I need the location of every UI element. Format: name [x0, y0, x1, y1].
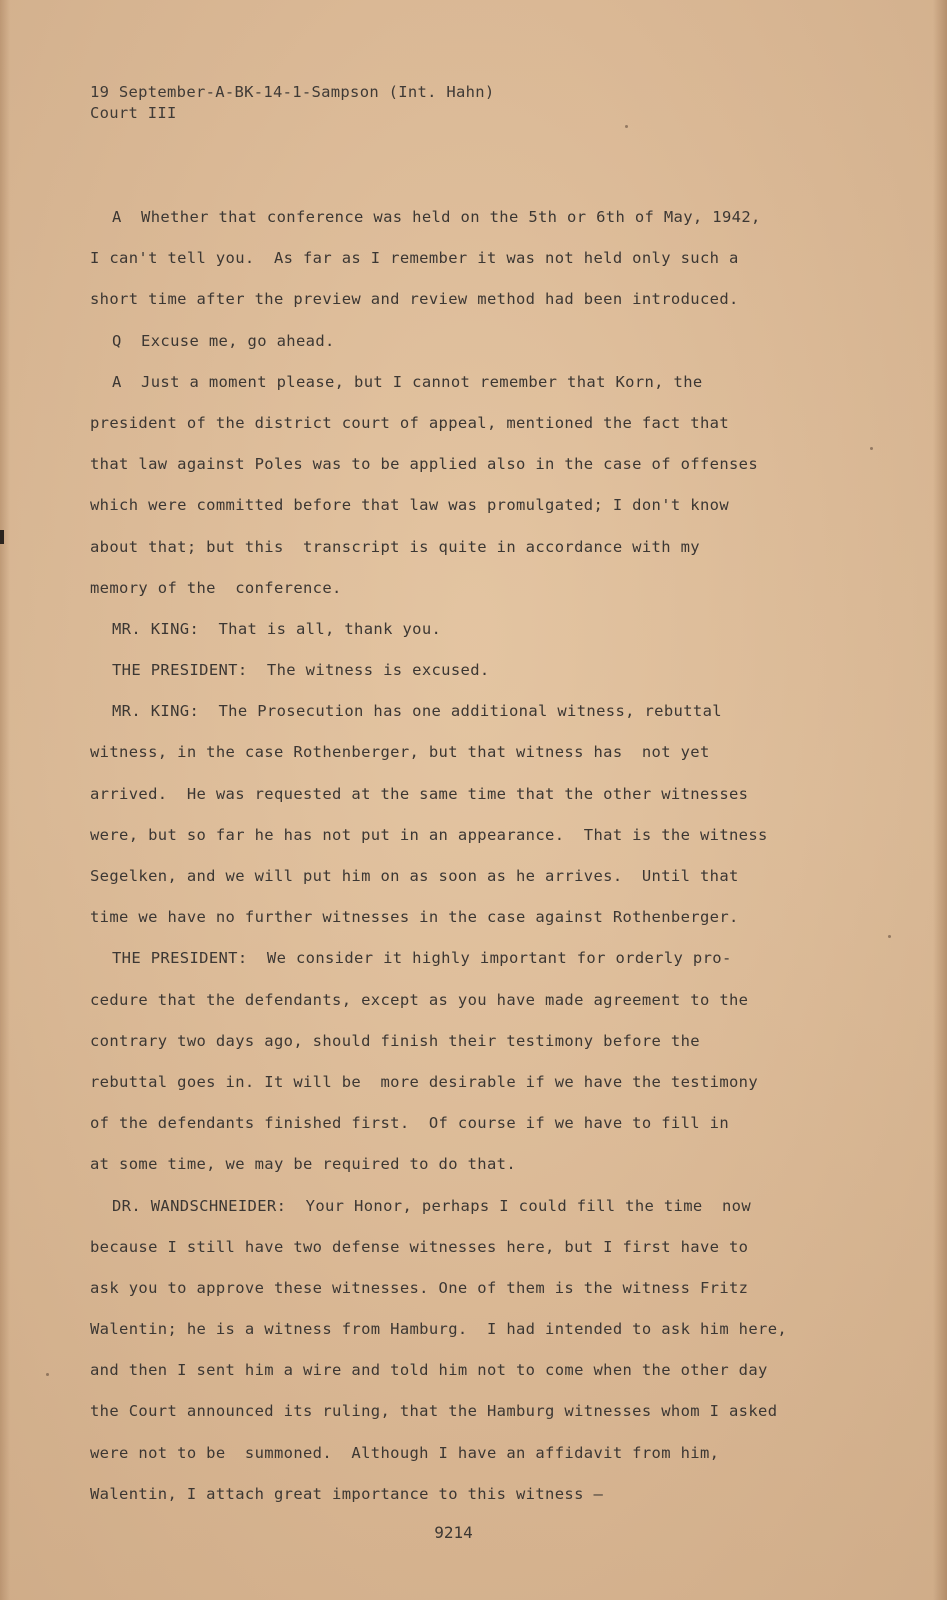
transcript-line: the Court announced its ruling, that the Hamburg witnesses whom I asked — [90, 1402, 778, 1421]
transcript-line: memory of the conference. — [90, 578, 342, 597]
header-court-line: Court III — [90, 104, 177, 122]
transcript-line: short time after the preview and review method had been introduced. — [90, 290, 739, 309]
transcript-line: ask you to approve these witnesses. One of them is the witness Fritz — [90, 1278, 749, 1297]
paper-speck — [870, 447, 873, 450]
transcript-line: Walentin, I attach great importance to this witness — — [90, 1484, 604, 1503]
paper-speck — [46, 1373, 49, 1376]
transcript-line: Segelken, and we will put him on as soon as he arrives. Until that — [90, 867, 739, 885]
paper-speck — [625, 125, 628, 128]
document-header — [90, 82, 495, 124]
transcript-line: and then I sent him a wire and told him not to come when the other day — [90, 1361, 768, 1380]
paper-edge-left — [0, 0, 10, 1600]
transcript-line: MR. KING: The Prosecution has one additional witness, rebuttal — [112, 702, 722, 721]
transcript-line: Walentin; he is a witness from Hamburg. I had intended to ask him here, — [90, 1320, 788, 1339]
transcript-line: THE PRESIDENT: The witness is excused. — [112, 661, 490, 680]
transcript-line: arrived. He was requested at the same time that the other witnesses — [90, 784, 749, 803]
page-number — [0, 1523, 947, 1542]
transcript-line: A Just a moment please, but I cannot remember that Korn, the — [112, 372, 703, 391]
transcript-line: THE PRESIDENT: We consider it highly important for orderly pro- — [112, 949, 732, 968]
transcript-line: MR. KING: That is all, thank you. — [112, 619, 442, 638]
transcript-line: which were committed before that law was promulgated; I don't know — [90, 496, 729, 515]
transcript-line: Q Excuse me, go ahead. — [112, 331, 335, 350]
transcript-line: at some time, we may be required to do that. — [90, 1155, 516, 1174]
transcript-line: I can't tell you. As far as I remember it was not held only such a — [90, 249, 739, 268]
transcript-line: rebuttal goes in. It will be more desirable if we have the testimony — [90, 1072, 759, 1091]
transcript-line: that law against Poles was to be applied also in the case of offenses — [90, 455, 759, 474]
transcript-line: president of the district court of appeal, mentioned the fact that — [90, 413, 729, 432]
transcript-line: cedure that the defendants, except as you have made agreement to the — [90, 990, 749, 1009]
binding-hole-mark — [0, 530, 4, 544]
transcript-line: were, but so far he has not put in an appearance. That is the witness — [90, 825, 768, 844]
transcript-line: because I still have two defense witnesses here, but I first have to — [90, 1237, 749, 1256]
transcript-line: of the defendants finished first. Of course if we have to fill in — [90, 1114, 729, 1133]
paper-edge-right — [933, 0, 947, 1600]
transcript-line: DR. WANDSCHNEIDER: Your Honor, perhaps I could fill the time now — [112, 1196, 751, 1215]
page-number-text: 9214 — [434, 1523, 473, 1542]
transcript-line: A Whether that conference was held on the 5th or 6th of May, 1942, — [112, 208, 761, 226]
transcript-body — [90, 205, 850, 1523]
transcript-line: contrary two days ago, should finish their testimony before the — [90, 1031, 700, 1050]
transcript-line: time we have no further witnesses in the case against Rothenberger. — [90, 908, 739, 927]
header-session-line: 19 September-A-BK-14-1-Sampson (Int. Hahn) — [90, 83, 495, 101]
paper-speck — [888, 935, 891, 938]
transcript-line: about that; but this transcript is quite in accordance with my — [90, 537, 700, 556]
transcript-line: witness, in the case Rothenberger, but that witness has not yet — [90, 743, 710, 762]
transcript-line: were not to be summoned. Although I have an affidavit from him, — [90, 1443, 720, 1462]
